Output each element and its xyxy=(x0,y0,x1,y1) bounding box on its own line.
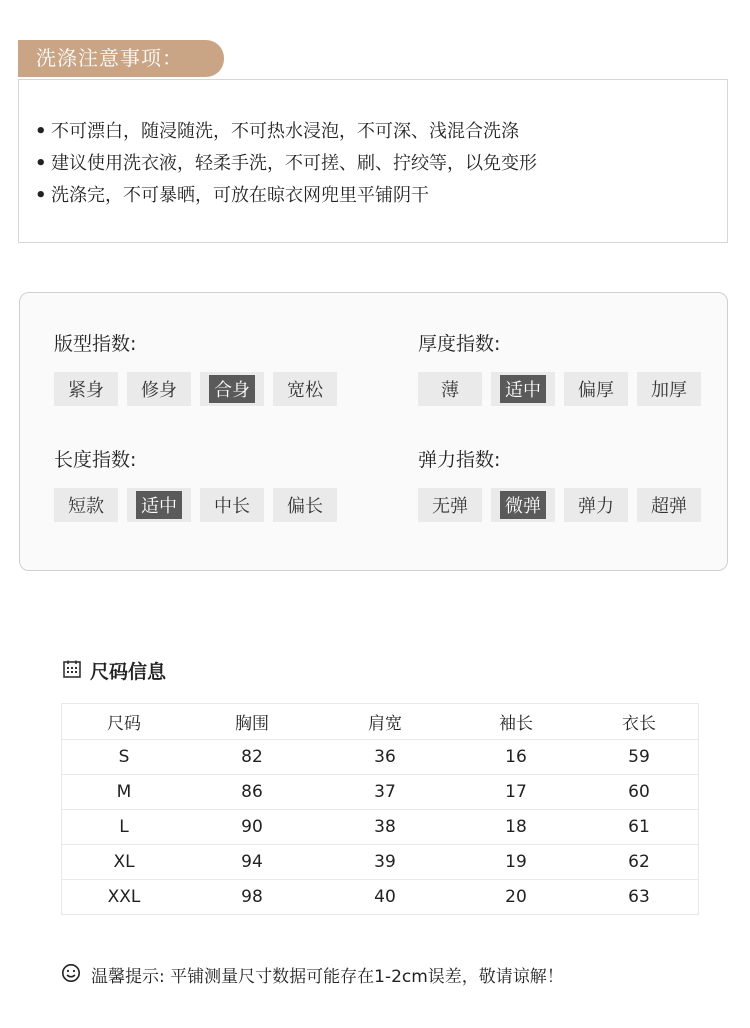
header-shoulder: 肩宽 xyxy=(368,714,402,734)
length-option-chip xyxy=(200,488,264,522)
fit-option-chip xyxy=(54,372,118,406)
care-item: • 建议使用洗衣液，轻柔手洗，不可搓、刷、拧绞等，以免变形 xyxy=(35,148,537,180)
fit-option-label: 紧身 xyxy=(68,380,104,401)
cell-shoulder: 36 xyxy=(374,747,396,767)
length-option-label: 适中 xyxy=(136,491,182,519)
elasticity-option-label: 微弹 xyxy=(500,491,546,519)
header-length: 衣长 xyxy=(622,714,656,734)
length-index-label: 长度指数: xyxy=(54,449,137,471)
thickness-option-chip xyxy=(418,372,482,406)
size-table xyxy=(61,703,699,915)
cell-length: 59 xyxy=(628,747,650,767)
cell-size: XL xyxy=(113,852,135,872)
tip-text: 温馨提示: 平铺测量尺寸数据可能存在1-2cm误差，敬请谅解！ xyxy=(91,967,564,987)
bullet-icon: • xyxy=(35,121,47,142)
index-panel xyxy=(19,292,728,571)
cell-length: 63 xyxy=(628,887,650,907)
cell-chest: 94 xyxy=(241,852,263,872)
cell-chest: 86 xyxy=(241,782,263,802)
cell-length: 62 xyxy=(628,852,650,872)
elasticity-option-label: 弹力 xyxy=(578,496,614,517)
header-size: 尺码 xyxy=(107,714,141,734)
length-option-label: 偏长 xyxy=(287,496,323,517)
cell-sleeve: 16 xyxy=(505,747,527,767)
table-row xyxy=(62,879,698,914)
elasticity-option-chip xyxy=(418,488,482,522)
thickness-option-chip xyxy=(491,372,555,406)
fit-option-label: 宽松 xyxy=(287,380,323,401)
elasticity-option-chip xyxy=(564,488,628,522)
table-row xyxy=(62,739,698,774)
elasticity-index-group xyxy=(418,446,701,522)
care-list xyxy=(35,116,537,212)
cell-chest: 98 xyxy=(241,887,263,907)
thickness-option-chip xyxy=(637,372,701,406)
cell-size: XXL xyxy=(107,887,141,907)
thickness-index-options xyxy=(418,372,701,406)
thickness-option-label: 偏厚 xyxy=(578,380,614,401)
smiley-icon xyxy=(61,963,81,987)
elasticity-option-label: 超弹 xyxy=(651,496,687,517)
fit-option-chip xyxy=(127,372,191,406)
measurement-tip xyxy=(61,962,564,987)
header-sleeve: 袖长 xyxy=(499,714,533,734)
cell-shoulder: 37 xyxy=(374,782,396,802)
table-row xyxy=(62,844,698,879)
elasticity-option-chip xyxy=(637,488,701,522)
cell-sleeve: 19 xyxy=(505,852,527,872)
thickness-index-label: 厚度指数: xyxy=(418,333,501,355)
table-row xyxy=(62,809,698,844)
table-row xyxy=(62,774,698,809)
bullet-icon: • xyxy=(35,153,47,174)
elasticity-option-label: 无弹 xyxy=(432,496,468,517)
length-option-chip xyxy=(127,488,191,522)
fit-index-options xyxy=(54,372,337,406)
fit-option-label: 合身 xyxy=(209,375,255,403)
care-item: • 不可漂白，随浸随洗，不可热水浸泡，不可深、浅混合洗涤 xyxy=(35,116,537,148)
elasticity-index-label: 弹力指数: xyxy=(418,449,501,471)
cell-length: 60 xyxy=(628,782,650,802)
length-index-options xyxy=(54,488,337,522)
cell-sleeve: 17 xyxy=(505,782,527,802)
elasticity-index-options xyxy=(418,488,701,522)
fit-option-chip xyxy=(200,372,264,406)
cell-size: L xyxy=(119,817,129,837)
table-header-row xyxy=(62,704,698,739)
header-chest: 胸围 xyxy=(235,714,269,734)
thickness-option-label: 加厚 xyxy=(651,380,687,401)
size-info-header xyxy=(62,657,166,684)
length-option-chip xyxy=(54,488,118,522)
bullet-icon: • xyxy=(35,185,47,206)
cell-sleeve: 20 xyxy=(505,887,527,907)
length-option-label: 短款 xyxy=(68,496,104,517)
cell-chest: 82 xyxy=(241,747,263,767)
thickness-option-chip xyxy=(564,372,628,406)
cell-size: S xyxy=(118,747,130,767)
fit-option-chip xyxy=(273,372,337,406)
cell-size: M xyxy=(116,782,132,802)
care-title-tab xyxy=(18,40,224,77)
length-option-label: 中长 xyxy=(214,496,250,517)
cell-chest: 90 xyxy=(241,817,263,837)
fit-index-label: 版型指数: xyxy=(54,333,137,355)
care-box xyxy=(18,79,728,243)
care-item: • 洗涤完，不可暴晒，可放在晾衣网兜里平铺阴干 xyxy=(35,180,537,212)
elasticity-option-chip xyxy=(491,488,555,522)
length-index-group xyxy=(54,446,337,522)
thickness-option-label: 薄 xyxy=(441,380,459,401)
length-option-chip xyxy=(273,488,337,522)
size-info-title: 尺码信息 xyxy=(90,661,167,683)
fit-option-label: 修身 xyxy=(141,380,177,401)
calendar-grid-icon xyxy=(62,659,82,683)
thickness-option-label: 适中 xyxy=(500,375,546,403)
cell-shoulder: 40 xyxy=(374,887,396,907)
cell-sleeve: 18 xyxy=(505,817,527,837)
cell-shoulder: 39 xyxy=(374,852,396,872)
cell-shoulder: 38 xyxy=(374,817,396,837)
care-title: 洗涤注意事项： xyxy=(36,46,183,70)
thickness-index-group xyxy=(418,330,701,406)
fit-index-group xyxy=(54,330,337,406)
cell-length: 61 xyxy=(628,817,650,837)
